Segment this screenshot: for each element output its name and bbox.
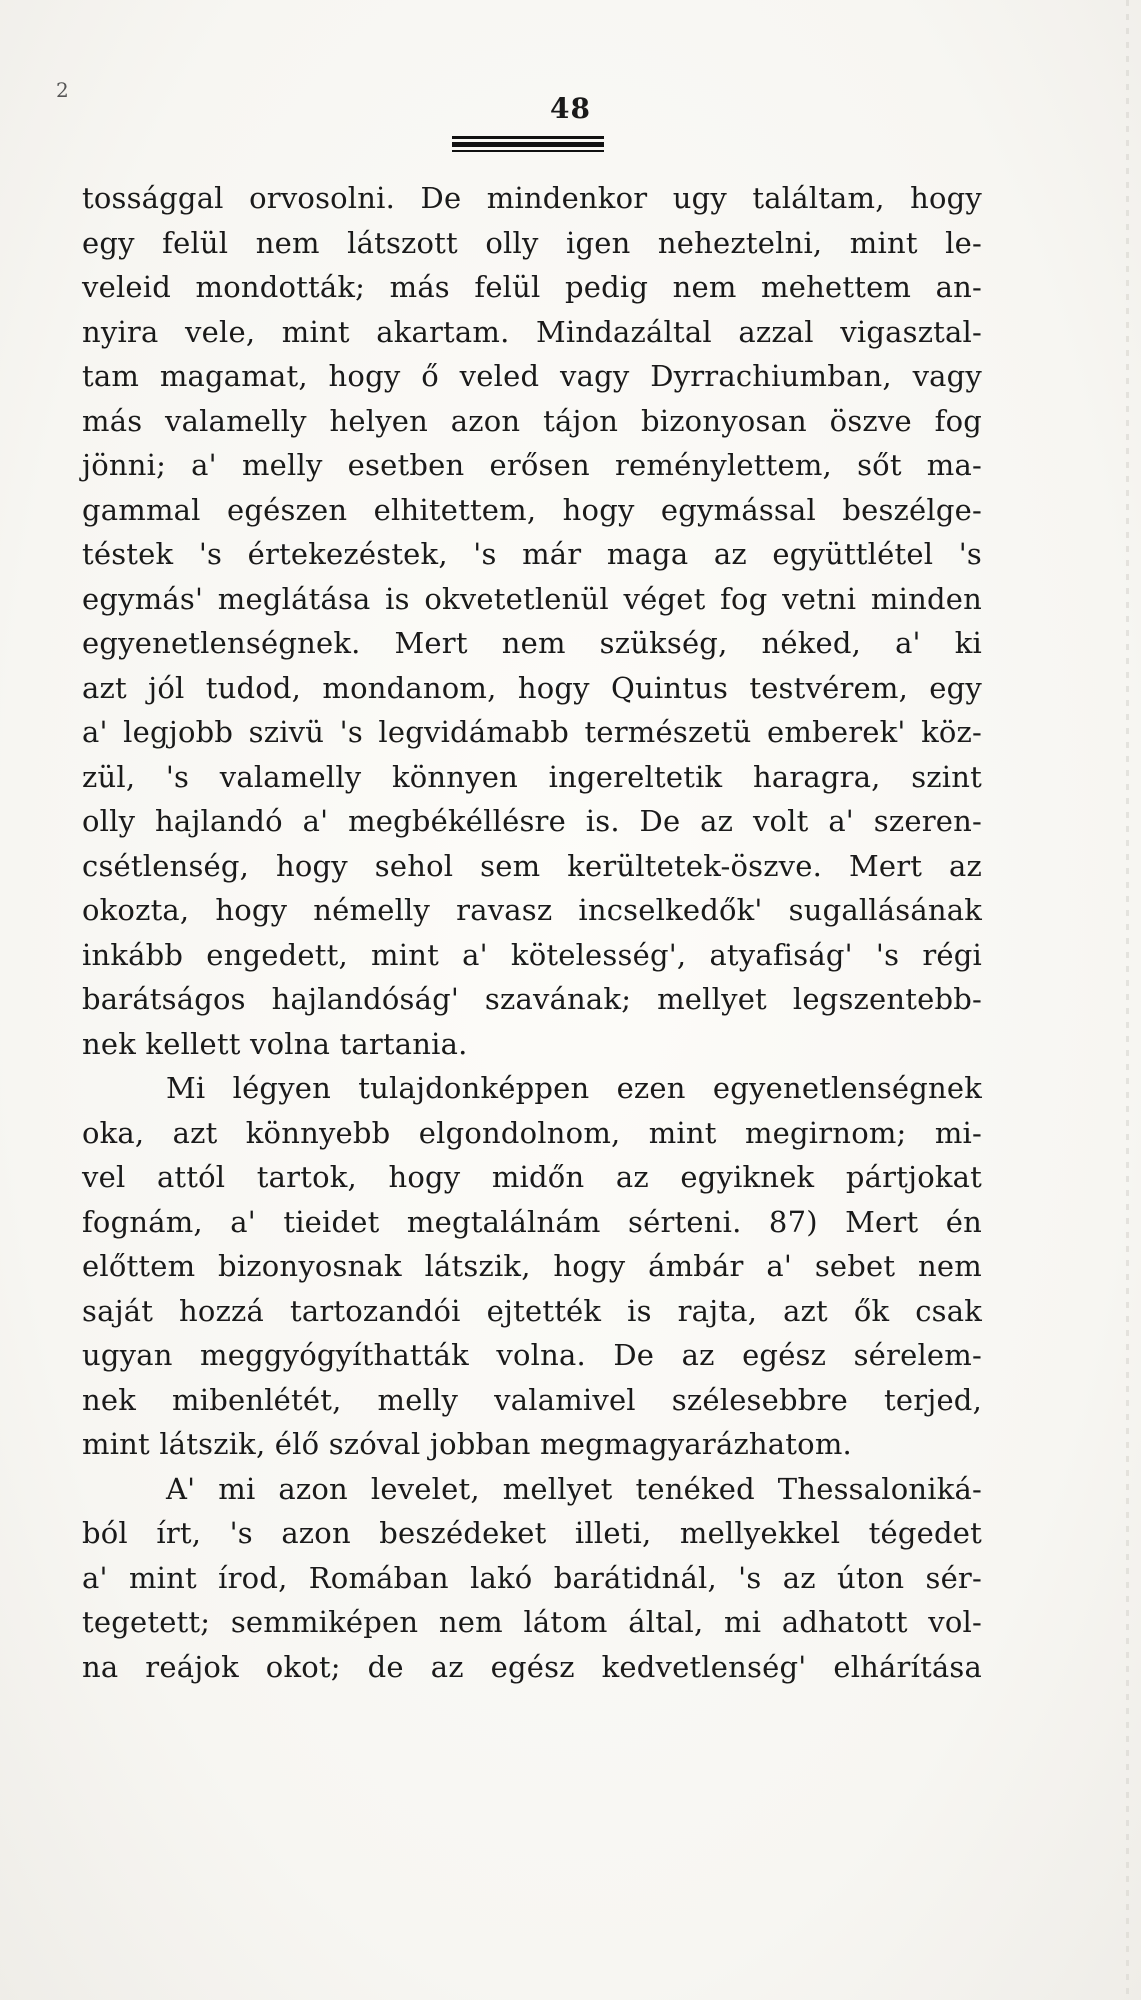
- text-line: vel attól tartok, hogy midőn az egyiknek pártjokat: [82, 1160, 982, 1194]
- text-line: a' legjobb szivü 's legvidámabb természetü emberek' köz-: [82, 715, 982, 749]
- text-line: veleid mondották; más felül pedig nem mehettem an-: [82, 270, 982, 304]
- text-line: zül, 's valamelly könnyen ingereltetik haragra, szint: [82, 759, 982, 794]
- text-line: egyenetlenségnek. Mert nem szükség, néked, a' ki: [82, 626, 982, 660]
- text-line-paragraph-start: A' mi azon levelet, mellyet tenéked Thessaloniká-: [166, 1471, 982, 1506]
- text-line: a' mint írod, Romában lakó barátidnál, 's az úton sér-: [82, 1560, 982, 1595]
- text-line: egy felül nem látszott olly igen neheztelni, mint le-: [82, 225, 982, 260]
- text-line: tossággal orvosolni. De mindenkor ugy találtam, hogy: [82, 181, 982, 215]
- text-line: saját hozzá tartozandói ejtették is rajta, azt ők csak: [82, 1293, 982, 1328]
- header-rule-bottom: [452, 150, 604, 152]
- text-line: nyira vele, mint akartam. Mindazáltal azzal vigasztal-: [82, 314, 982, 349]
- text-line: barátságos hajlandóság' szavának; mellyet legszentebb-: [82, 982, 982, 1016]
- text-line: nek kellett volna tartania.: [82, 1026, 468, 1061]
- text-line: na reájok okot; de az egész kedvetlenség' elhárítása: [82, 1649, 982, 1684]
- text-line: téstek 's értekezéstek, 's már maga az együttlétel 's: [82, 537, 982, 571]
- text-line: okozta, hogy némelly ravasz incselkedők' sugallásának: [82, 893, 982, 927]
- text-line: oka, azt könnyebb elgondolnom, mint megirnom; mi-: [82, 1115, 982, 1150]
- text-line: jönni; a' melly esetben erősen reménylettem, sőt ma-: [82, 448, 982, 482]
- text-line: ugyan meggyógyíthatták volna. De az egész sérelem-: [82, 1338, 982, 1372]
- page-number: 48: [550, 92, 591, 125]
- text-line: előttem bizonyosnak látszik, hogy ámbár a' sebet nem: [82, 1249, 982, 1283]
- text-line: nek mibenlétét, melly valamivel szélesebbre terjed,: [82, 1382, 982, 1417]
- body-text: [82, 176, 982, 1689]
- text-line: tegetett; semmiképen nem látom által, mi adhatott vol-: [82, 1605, 982, 1639]
- text-line: gammal egészen elhitettem, hogy egymással beszélge-: [82, 492, 982, 527]
- text-line: ból írt, 's azon beszédeket illeti, mellyekkel tégedet: [82, 1516, 982, 1550]
- text-line: Mi légyen tulajdonképpen ezen egyenetlenségnek: [166, 1071, 982, 1105]
- header-rule-top: [452, 136, 604, 139]
- text-line: olly hajlandó a' megbékéllésre is. De az volt a' szeren-: [82, 804, 982, 838]
- text-line: más valamelly helyen azon tájon bizonyosan öszve fog: [82, 403, 982, 438]
- text-line: csétlenség, hogy sehol sem kerültetek-öszve. Mert az: [82, 848, 982, 883]
- page-edge-shadow: [1126, 0, 1129, 2000]
- header-rule-middle: [452, 142, 604, 147]
- corner-mark: 2: [56, 78, 69, 102]
- text-line: tam magamat, hogy ő veled vagy Dyrrachiumban, vagy: [82, 359, 982, 393]
- text-line: mint látszik, élő szóval jobban megmagyarázhatom.: [82, 1427, 852, 1461]
- text-line: azt jól tudod, mondanom, hogy Quintus testvérem, egy: [82, 670, 982, 705]
- text-line: egymás' meglátása is okvetetlenül véget fog vetni minden: [82, 581, 982, 616]
- text-line: fognám, a' tieidet megtalálnám sérteni. 87) Mert én: [82, 1204, 982, 1239]
- text-line: inkább engedett, mint a' kötelesség', atyafiság' 's régi: [82, 937, 982, 972]
